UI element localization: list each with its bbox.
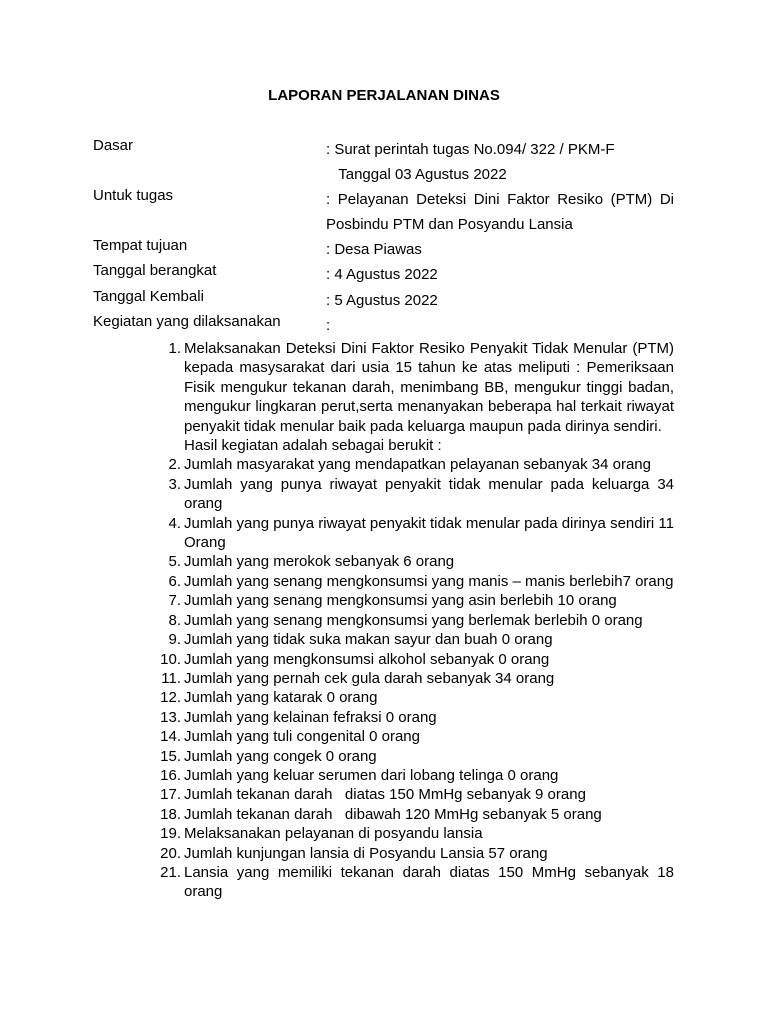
field-value-line: : Surat perintah tugas No.094/ 322 / PKM-F <box>326 141 615 158</box>
item-number: 9. <box>168 631 181 649</box>
field-value: : Desa Piawas <box>326 241 422 258</box>
field-value <box>326 187 674 237</box>
list-item <box>150 552 674 571</box>
item-number: 7. <box>168 592 181 610</box>
item-text: Jumlah yang mengkonsumsi alkohol sebanyak 0 orang <box>184 650 550 668</box>
item-number: 20. <box>160 844 181 862</box>
item-text: Jumlah yang merokok sebanyak 6 orang <box>184 553 455 571</box>
list-item <box>150 863 674 902</box>
field-value <box>326 137 674 187</box>
list-item <box>150 650 674 669</box>
item-number: 14. <box>160 728 181 746</box>
item-number: 21. <box>160 863 181 881</box>
list-item <box>150 688 674 707</box>
item-number: 3. <box>168 475 181 493</box>
item-text: Jumlah masyarakat yang mendapatkan pelayanan sebanyak 34 orang <box>184 456 651 474</box>
item-number: 12. <box>160 689 181 707</box>
field-label: Tempat tujuan <box>93 237 188 254</box>
field-label: Dasar <box>93 137 134 154</box>
item-number: 1. <box>168 340 181 357</box>
item-text: Jumlah yang senang mengkonsumsi yang berlemak berlebih 0 orang <box>184 611 643 629</box>
list-item <box>150 766 674 785</box>
item-text: Jumlah kunjungan lansia di Posyandu Lansia 57 orang <box>184 844 548 862</box>
item-text: Jumlah yang senang mengkonsumsi yang asin berlebih 10 orang <box>184 592 617 610</box>
field-value-line: : Pelayanan Deteksi Dini Faktor Resiko (PTM) Di <box>326 191 674 208</box>
list-item <box>150 824 674 843</box>
item-number: 8. <box>168 611 181 629</box>
item-text: Jumlah tekanan darah dibawah 120 MmHg sebanyak 5 orang <box>184 805 602 823</box>
item-number: 5. <box>168 553 181 571</box>
item-text: Jumlah yang kelainan fefraksi 0 orang <box>184 708 437 726</box>
list-item <box>150 844 674 863</box>
list-item <box>150 572 674 591</box>
item-text: Jumlah yang congek 0 orang <box>184 747 377 765</box>
list-item <box>150 339 674 436</box>
field-label: Kegiatan yang dilaksanakan <box>93 313 281 330</box>
item-text: Jumlah yang tuli congenital 0 orang <box>184 728 420 746</box>
activity-list <box>150 339 674 902</box>
result-subheading: Hasil kegiatan adalah sebagai berukit : <box>184 437 442 455</box>
item-number: 10. <box>160 650 181 668</box>
item-text: Jumlah yang pernah cek gula darah sebanyak 34 orang <box>184 669 555 687</box>
field-label: Tanggal berangkat <box>93 262 217 279</box>
field-value: : 5 Agustus 2022 <box>326 292 438 309</box>
item-text: Melaksanakan Deteksi Dini Faktor Resiko Penyakit Tidak Menular (PTM) kepada masysarakat dari usia 15 tahun ke atas meliputi : Pemeriksaan Fisik mengukur tekanan darah, menimbang BB, mengukur tinggi badan, mengukur lingkaran perut,serta menanyakan beberapa hal terkait riwayat penyakit tidak menular baik pada keluarga maupun pada dirinya sendiri. <box>184 340 674 435</box>
list-item <box>150 630 674 649</box>
field-label: Tanggal Kembali <box>93 288 204 305</box>
field-value: : 4 Agustus 2022 <box>326 266 438 283</box>
item-text: Jumlah yang tidak suka makan sayur dan buah 0 orang <box>184 631 553 649</box>
list-item <box>150 591 674 610</box>
item-number: 15. <box>160 747 181 765</box>
list-item <box>150 727 674 746</box>
list-item <box>150 669 674 688</box>
item-text: Jumlah tekanan darah diatas 150 MmHg sebanyak 9 orang <box>184 786 586 804</box>
item-text: Jumlah yang katarak 0 orang <box>184 689 378 707</box>
list-item <box>150 708 674 727</box>
document-title: LAPORAN PERJALANAN DINAS <box>268 87 500 104</box>
item-number: 17. <box>160 786 181 804</box>
field-value-line: Tanggal 03 Agustus 2022 <box>326 166 507 183</box>
list-item <box>150 455 674 474</box>
list-item <box>150 611 674 630</box>
field-value: : <box>326 317 331 334</box>
item-text: Jumlah yang senang mengkonsumsi yang manis – manis berlebih7 orang <box>184 572 674 590</box>
item-number: 11. <box>161 669 181 687</box>
item-number: 19. <box>160 825 181 843</box>
list-item <box>150 514 674 553</box>
item-text: Jumlah yang punya riwayat penyakit tidak menular pada dirinya sendiri 11 Orang <box>184 514 674 552</box>
item-number: 6. <box>168 572 181 590</box>
field-label: Untuk tugas <box>93 187 174 204</box>
item-text: Lansia yang memiliki tekanan darah diatas 150 MmHg sebanyak 18 orang <box>184 863 674 901</box>
list-item <box>150 475 674 514</box>
item-number: 18. <box>160 805 181 823</box>
item-number: 4. <box>168 514 181 532</box>
list-item <box>150 747 674 766</box>
list-item <box>150 805 674 824</box>
list-item <box>150 785 674 804</box>
field-value-line: Posbindu PTM dan Posyandu Lansia <box>326 216 573 233</box>
item-text: Melaksanakan pelayanan di posyandu lansia <box>184 825 483 843</box>
item-number: 2. <box>168 456 181 474</box>
item-text: Jumlah yang punya riwayat penyakit tidak menular pada keluarga 34 orang <box>184 475 674 513</box>
item-number: 16. <box>160 766 181 784</box>
item-text: Jumlah yang keluar serumen dari lobang telinga 0 orang <box>184 766 559 784</box>
item-number: 13. <box>160 708 181 726</box>
